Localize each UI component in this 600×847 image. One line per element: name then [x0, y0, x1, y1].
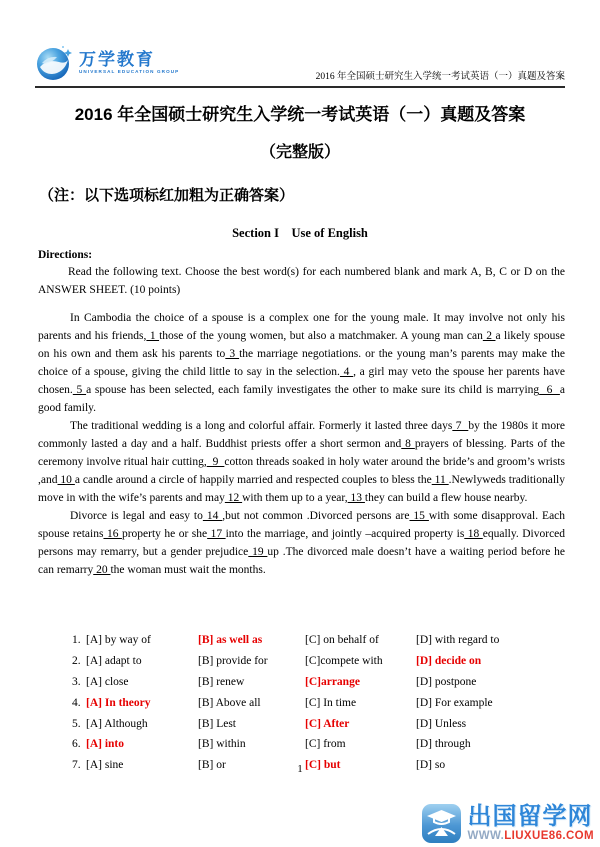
- question-number: 6.: [72, 738, 81, 751]
- cloze-blank-3: 3: [225, 348, 240, 360]
- cloze-blank-16: 16: [103, 528, 122, 540]
- question-row: [72, 713, 566, 734]
- cloze-blank-8: 8: [401, 438, 415, 450]
- cloze-blank-1: 1: [146, 330, 160, 342]
- cloze-blank-14: 14: [202, 510, 223, 522]
- question-row: [72, 651, 566, 672]
- question-number: 3.: [72, 675, 81, 688]
- page-number: 1: [297, 763, 303, 775]
- passage-paragraph: The traditional wedding is a long and colorful affair. Formerly it lasted three days 7 by the 1980s it more commonly lasted a day and a half. Buddhist priests offer a short sermon and 8 prayers of blessing. Parts of the ceremony involve ritual hair cutting, 9 cotton threads soaked in holy water around the bride’s and groom’s wrists ,and 10 a candle around a circle of happily married and respected couples to bless the 11 .Newlyweds traditionally move in with the wife’s parents and may 12 with them up to a year, 13 they can build a flew house nearby.: [38, 420, 566, 504]
- question-number: 7.: [72, 759, 81, 772]
- cloze-blank-15: 15: [409, 510, 429, 522]
- option: [A] Although: [86, 717, 148, 730]
- globe-hand-logo-icon: [35, 43, 75, 83]
- cloze-blank-4: 4: [339, 366, 354, 378]
- page-header: [35, 44, 565, 88]
- question-number: 5.: [72, 717, 81, 730]
- main-title: 2016 年全国硕士研究生入学统一考试英语（一）真题及答案: [74, 105, 526, 124]
- header-doc-title: 2016 年全国硕士研究生入学统一考试英语（一）真题及答案: [315, 72, 565, 82]
- cloze-blank-11: 11: [431, 474, 449, 486]
- cloze-blank-12: 12: [224, 492, 243, 504]
- cloze-blank-2: 2: [482, 330, 496, 342]
- option: [A] close: [86, 675, 129, 688]
- cloze-blank-19: 19: [248, 546, 268, 558]
- passage-paragraph: Divorce is legal and easy to 14 ,but not common .Divorced persons are 15 with some disapproval. Each spouse retains 16 property he or she 17 into the marriage, and jointly –acquired property is 18 equally. Divorced persons may remarry, but a gender prejudice 19 up .The divorced male doesn’t have a waiting period before he can remarry 20 the woman must wait the months.: [38, 510, 566, 576]
- option-correct: [B] as well as: [198, 634, 263, 647]
- option: [D] through: [416, 738, 471, 751]
- option-correct: [A] into: [86, 738, 125, 751]
- subtitle: （完整版）: [259, 144, 340, 161]
- option: [C] on behalf of: [305, 634, 379, 647]
- question-number: 2.: [72, 655, 81, 668]
- wanxue-logo: [35, 43, 179, 83]
- option: [D] Unless: [416, 717, 467, 730]
- option: [C] In time: [305, 696, 357, 709]
- question-row: [72, 692, 566, 713]
- brand-name-en: UNIVERSAL EDUCATION GROUP: [79, 69, 180, 75]
- option: [D] so: [416, 759, 446, 772]
- brand-name-cn: 万学教育: [79, 50, 155, 70]
- cloze-blank-17: 17: [207, 528, 226, 540]
- option: [B] Lest: [198, 717, 237, 730]
- option: [D] with regard to: [416, 634, 500, 647]
- option: [D] For example: [416, 696, 493, 709]
- site-url-www: WWW.: [467, 829, 505, 842]
- option: [B] provide for: [198, 655, 268, 668]
- question-number: 1.: [72, 634, 81, 647]
- graduation-cap-icon: [421, 803, 462, 844]
- question-row: [72, 630, 566, 651]
- cloze-blank-5: 5: [72, 384, 87, 396]
- cloze-blank-20: 20: [93, 564, 111, 576]
- cloze-blank-18: 18: [464, 528, 483, 540]
- section-heading: Section I Use of English: [232, 226, 368, 240]
- question-row: [72, 734, 566, 755]
- passage: [38, 309, 565, 579]
- cloze-blank-7: 7: [452, 420, 469, 432]
- option-correct: [A] In theory: [86, 696, 151, 709]
- option: [A] by way of: [86, 634, 151, 647]
- directions-text: Read the following text. Choose the best word(s) for each numbered blank and mark A, B, C or D on the ANSWER SHEET. (10 points): [38, 266, 565, 296]
- footer-site-text: [467, 802, 594, 843]
- site-url: [467, 831, 594, 843]
- cloze-blank-13: 13: [347, 492, 365, 504]
- option: [B] Above all: [198, 696, 261, 709]
- option: [A] adapt to: [86, 655, 142, 668]
- option: [C] from: [305, 738, 346, 751]
- option: [B] renew: [198, 675, 245, 688]
- option-correct: [C] After: [305, 717, 350, 730]
- option: [C]compete with: [305, 655, 383, 668]
- question-row: [72, 672, 566, 693]
- option: [A] sine: [86, 759, 124, 772]
- passage-paragraph: In Cambodia the choice of a spouse is a complex one for the young male. It may involve not only his parents and his friends, 1 those of the young women, but also a matchmaker. A young man can 2 a likely spouse on his own and them ask his parents to 3 the marriage negotiations. or the young man’s parents may make the choice of a spouse, giving the child little to say in the selection. 4 , a girl may veto the spouse her parents have chosen. 5 a spouse has been selected, each family investigates the other to make sure its child is marrying 6 a good family.: [38, 312, 566, 414]
- answer-note: （注：以下选项标红加粗为正确答案）: [39, 187, 295, 204]
- cloze-blank-10: 10: [57, 474, 75, 486]
- option: [D] postpone: [416, 675, 477, 688]
- cloze-blank-6: 6: [539, 384, 560, 396]
- directions-label: Directions:: [38, 249, 93, 261]
- site-url-tld: .COM: [562, 829, 594, 842]
- option-correct: [C]arrange: [305, 675, 360, 688]
- footer-watermark: [421, 803, 594, 844]
- logo-wordmark: [79, 51, 179, 75]
- questions: [72, 630, 566, 776]
- option-correct: [C] but: [305, 759, 341, 772]
- cloze-blank-9: 9: [206, 456, 225, 468]
- option-correct: [D] decide on: [416, 655, 482, 668]
- option: [B] or: [198, 759, 226, 772]
- option: [B] within: [198, 738, 246, 751]
- site-url-main: LIUXUE86: [504, 829, 563, 842]
- question-number: 4.: [72, 696, 81, 709]
- site-name: 出国留学网: [467, 802, 593, 830]
